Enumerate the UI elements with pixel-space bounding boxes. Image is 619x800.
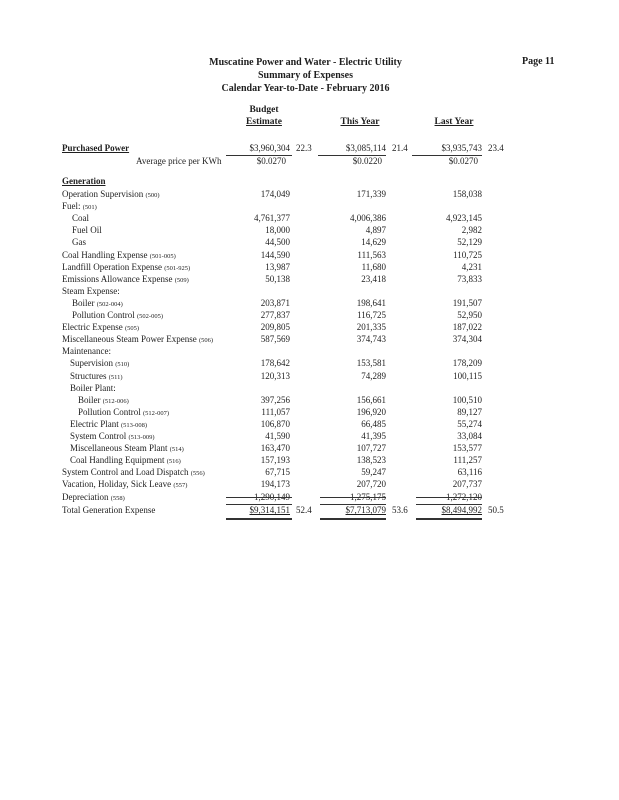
- generation-row: [0, 394, 619, 407]
- account-code: (513-009): [128, 434, 155, 441]
- row-label-text: Landfill Operation Expense: [62, 261, 162, 272]
- generation-last-year-value: 191,507: [452, 297, 482, 308]
- generation-row: [0, 491, 619, 504]
- generation-row: [0, 370, 619, 383]
- generation-this-year-value: 153,581: [356, 358, 386, 369]
- generation-budget-value: 4,761,377: [254, 213, 290, 224]
- account-code: (514): [169, 446, 184, 454]
- generation-row: [0, 430, 619, 443]
- rule: [320, 518, 386, 520]
- generation-row: [0, 285, 619, 298]
- row-label-text: Depreciation: [62, 491, 109, 502]
- row-label-text: Steam Expense:: [62, 285, 120, 296]
- generation-last-year-value: 63,116: [457, 467, 482, 478]
- purchased-power-this-year-pct: 21.4: [392, 143, 408, 153]
- generation-row: [0, 454, 619, 467]
- total-generation-label: Total Generation Expense: [62, 505, 156, 515]
- generation-row: [0, 345, 619, 358]
- column-header-budget-line2: Estimate: [246, 117, 282, 127]
- generation-row-label: [62, 491, 125, 505]
- row-label-text: Emissions Allowance Expense: [62, 273, 173, 284]
- column-header-budget: [236, 104, 292, 128]
- row-label-text: Fuel Oil: [72, 225, 102, 236]
- row-label-text: Miscellaneous Steam Power Expense: [62, 334, 197, 345]
- generation-row: [0, 236, 619, 249]
- generation-row: [0, 333, 619, 346]
- generation-last-year-value: 2,982: [461, 225, 482, 236]
- total-generation-this-year-pct: 53.6: [392, 505, 408, 515]
- generation-this-year-value: 138,523: [356, 455, 386, 466]
- generation-budget-value: 106,870: [260, 418, 290, 429]
- total-generation-this-year: $7,713,079: [345, 505, 386, 515]
- row-label-text: System Control: [70, 431, 127, 441]
- generation-this-year-value: 4,897: [365, 225, 386, 236]
- generation-last-year-value: 187,022: [452, 322, 482, 333]
- column-header-last-year: [426, 116, 482, 128]
- generation-row: [0, 200, 619, 213]
- row-label-text: Coal Handling Expense: [62, 249, 148, 260]
- generation-this-year-value: 14,629: [361, 237, 386, 248]
- account-code: (506): [198, 337, 214, 345]
- column-header-last-year-label: Last Year: [434, 117, 474, 127]
- account-code: (505): [124, 325, 140, 333]
- account-code: (512-006): [102, 397, 129, 405]
- account-code: (500): [145, 192, 160, 199]
- generation-budget-value: 163,470: [260, 443, 290, 454]
- generation-row: [0, 478, 619, 491]
- generation-last-year-value: 4,923,145: [446, 213, 482, 224]
- account-code: (511): [108, 373, 123, 381]
- row-label-text: System Control and Load Dispatch: [62, 467, 189, 478]
- generation-row: [0, 224, 619, 237]
- generation-budget-value: 587,569: [260, 334, 290, 345]
- generation-row: [0, 418, 619, 431]
- rule: [320, 497, 386, 498]
- account-code: (557): [173, 482, 188, 490]
- purchased-power-label: Purchased Power: [62, 143, 130, 153]
- report-period: Calendar Year-to-Date - February 2016: [221, 83, 390, 94]
- account-code: (509): [174, 276, 189, 284]
- total-generation-budget: $9,314,151: [249, 505, 290, 515]
- rule: [226, 518, 292, 520]
- generation-budget-value: 178,642: [260, 358, 290, 369]
- generation-budget-value: 120,313: [260, 370, 290, 381]
- generation-budget-value: 13,987: [265, 261, 290, 272]
- column-header-this-year-label: This Year: [340, 117, 380, 127]
- total-generation-last-year: $8,494,992: [441, 505, 482, 515]
- generation-last-year-value: 110,725: [453, 249, 482, 260]
- generation-this-year-value: 4,006,386: [350, 213, 386, 224]
- account-code: (502-004): [96, 300, 123, 308]
- generation-budget-value: 157,193: [260, 455, 290, 466]
- generation-budget-value: 174,049: [260, 189, 290, 199]
- row-label-text: Miscellaneous Steam Plant: [70, 443, 168, 454]
- generation-row: [0, 442, 619, 455]
- generation-this-year-value: 107,727: [356, 443, 386, 454]
- generation-row: [0, 309, 619, 322]
- generation-last-year-value: 52,950: [457, 310, 482, 320]
- generation-this-year-value: 374,743: [356, 334, 386, 345]
- generation-this-year-value: 171,339: [356, 189, 386, 199]
- account-code: (558): [110, 494, 125, 502]
- average-price-label: Average price per KWh: [136, 156, 222, 166]
- generation-last-year-value: 111,257: [453, 455, 482, 466]
- column-header-this-year: [332, 116, 388, 128]
- generation-this-year-value: 1,275,175: [350, 491, 386, 502]
- average-price-last-year: $0.0270: [448, 156, 478, 166]
- generation-row: [0, 321, 619, 334]
- average-price-row: [0, 155, 619, 168]
- generation-last-year-value: 4,231: [461, 261, 482, 272]
- generation-row: [0, 261, 619, 274]
- generation-row: [0, 382, 619, 395]
- purchased-power-this-year: $3,085,114: [345, 143, 386, 153]
- generation-last-year-value: 153,577: [452, 443, 482, 454]
- generation-budget-value: 111,057: [261, 406, 290, 417]
- generation-budget-value: 1,290,149: [254, 491, 290, 502]
- report-title: Muscatine Power and Water - Electric Utility: [209, 57, 402, 68]
- generation-this-year-value: 116,725: [357, 310, 386, 320]
- purchased-power-budget: $3,960,304: [249, 143, 290, 153]
- account-code: (512-007): [143, 409, 170, 417]
- rule: [416, 497, 482, 498]
- generation-this-year-value: 23,418: [361, 273, 386, 284]
- row-label-text: Electric Expense: [62, 322, 123, 333]
- generation-budget-value: 209,805: [260, 322, 290, 333]
- generation-row: [0, 212, 619, 225]
- generation-this-year-value: 11,680: [361, 261, 386, 272]
- purchased-power-budget-pct: 22.3: [296, 143, 312, 153]
- page-number: Page 11: [522, 56, 555, 67]
- account-code: (501-925): [164, 264, 191, 272]
- generation-last-year-value: 158,038: [452, 189, 482, 199]
- generation-this-year-value: 156,661: [356, 394, 386, 405]
- generation-budget-value: 50,138: [265, 273, 290, 284]
- generation-budget-value: 397,256: [260, 394, 290, 405]
- generation-last-year-value: 100,510: [452, 394, 482, 405]
- total-generation-last-year-pct: 50.5: [488, 505, 504, 515]
- generation-last-year-value: 52,129: [457, 237, 482, 248]
- row-label-text: Boiler: [72, 297, 95, 308]
- total-generation-budget-pct: 52.4: [296, 505, 312, 515]
- purchased-power-last-year-pct: 23.4: [488, 143, 504, 153]
- rule: [416, 518, 482, 520]
- generation-row: [0, 466, 619, 479]
- generation-this-year-value: 41,395: [361, 431, 386, 441]
- generation-this-year-value: 196,920: [356, 406, 386, 417]
- generation-last-year-value: 374,304: [452, 334, 482, 345]
- account-code: (556): [190, 470, 205, 478]
- generation-title: Generation: [62, 176, 106, 186]
- row-label-text: Coal: [72, 213, 89, 224]
- generation-budget-value: 18,000: [265, 225, 290, 236]
- generation-this-year-value: 207,720: [356, 479, 386, 490]
- account-code: (501-005): [149, 252, 176, 260]
- generation-last-year-value: 89,127: [457, 406, 482, 417]
- generation-section-title: [0, 175, 619, 188]
- account-code: (510): [115, 361, 130, 369]
- generation-this-year-value: 59,247: [361, 467, 386, 478]
- generation-last-year-value: 207,737: [452, 479, 482, 490]
- row-label-text: Structures: [70, 370, 107, 381]
- generation-budget-value: 67,715: [265, 467, 290, 478]
- generation-row: [0, 357, 619, 370]
- account-code: (502-005): [137, 313, 164, 320]
- generation-budget-value: 41,590: [265, 431, 290, 441]
- row-label-text: Pollution Control: [78, 406, 141, 417]
- generation-last-year-value: 55,274: [457, 418, 482, 429]
- generation-row: [0, 297, 619, 310]
- row-label-text: Vacation, Holiday, Sick Leave: [62, 479, 172, 490]
- row-label-text: Boiler Plant:: [70, 382, 116, 393]
- generation-last-year-value: 178,209: [452, 358, 482, 369]
- total-generation-row: [0, 504, 619, 517]
- generation-row: [0, 249, 619, 262]
- generation-budget-value: 203,871: [260, 297, 290, 308]
- row-label-text: Pollution Control: [72, 310, 135, 320]
- generation-last-year-value: 1,272,120: [446, 491, 482, 502]
- rule: [226, 497, 292, 498]
- report-subtitle: Summary of Expenses: [257, 70, 353, 81]
- generation-row: [0, 273, 619, 286]
- generation-last-year-value: 33,084: [457, 431, 482, 441]
- generation-row: [0, 406, 619, 419]
- generation-budget-value: 44,500: [265, 237, 290, 248]
- generation-this-year-value: 201,335: [356, 322, 386, 333]
- average-price-budget: $0.0270: [256, 156, 286, 166]
- generation-this-year-value: 198,641: [356, 297, 386, 308]
- row-label-text: Boiler: [78, 394, 101, 405]
- purchased-power-row: [0, 142, 619, 155]
- row-label-text: Operation Supervision: [62, 189, 144, 199]
- generation-this-year-value: 66,485: [361, 418, 386, 429]
- row-label-text: Maintenance:: [62, 346, 111, 357]
- account-code: (516): [166, 458, 181, 466]
- column-header-budget-line1: Budget: [249, 105, 279, 115]
- generation-row: [0, 188, 619, 201]
- generation-budget-value: 144,590: [260, 249, 290, 260]
- row-label-text: Electric Plant: [70, 418, 119, 429]
- row-label-text: Gas: [72, 237, 86, 248]
- generation-budget-value: 194,173: [260, 479, 290, 490]
- generation-this-year-value: 111,563: [357, 249, 386, 260]
- average-price-this-year: $0.0220: [352, 156, 382, 166]
- row-label-text: Coal Handling Equipment: [70, 455, 165, 466]
- generation-budget-value: 277,837: [260, 310, 290, 320]
- generation-this-year-value: 74,289: [361, 370, 386, 381]
- account-code: (501): [82, 204, 97, 212]
- generation-last-year-value: 73,833: [457, 273, 482, 284]
- generation-last-year-value: 100,115: [453, 370, 482, 381]
- account-code: (513-008): [120, 421, 147, 429]
- row-label-text: Fuel:: [62, 201, 81, 212]
- purchased-power-last-year: $3,935,743: [441, 143, 482, 153]
- row-label-text: Supervision: [70, 358, 114, 369]
